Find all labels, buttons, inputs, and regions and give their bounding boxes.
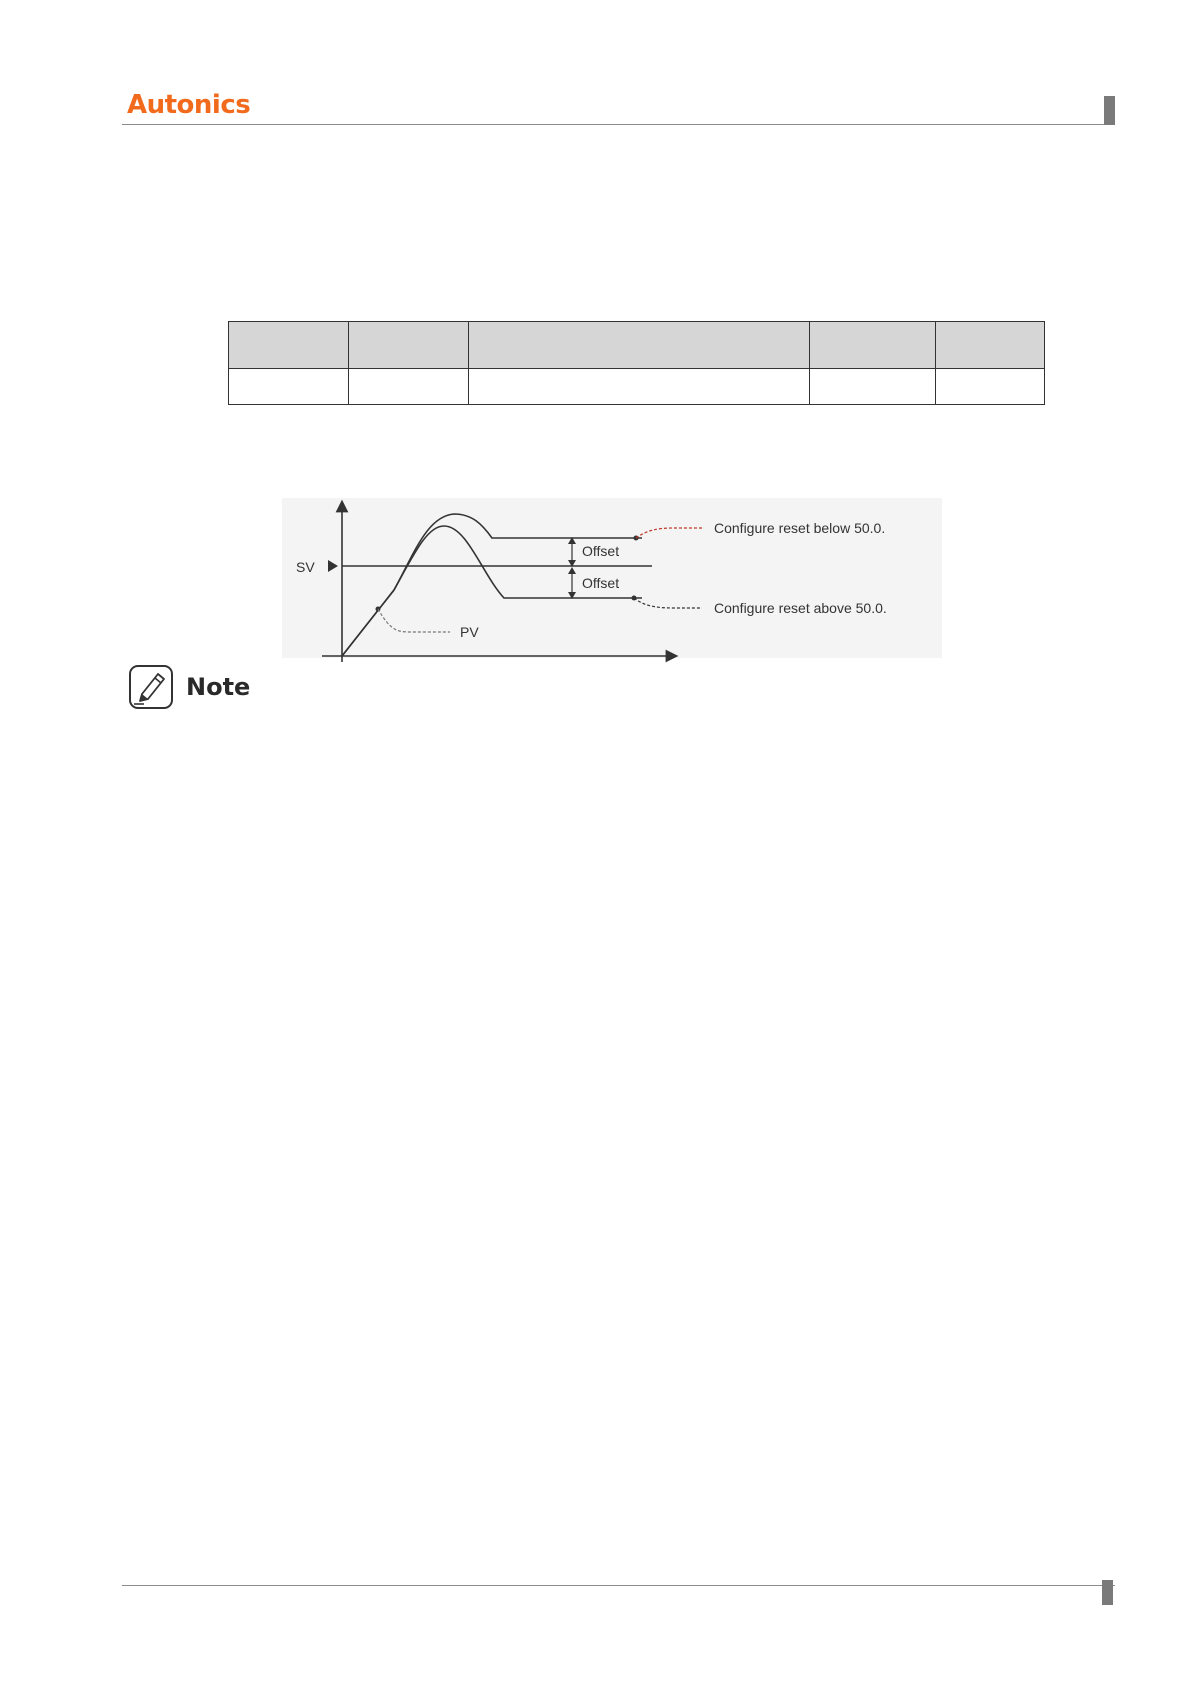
header-divider <box>122 124 1115 125</box>
note-title: Note <box>186 673 251 701</box>
table-header-cell <box>810 322 936 369</box>
sv-label: SV <box>296 559 315 575</box>
table-header-cell <box>468 322 810 369</box>
table-cell <box>468 369 810 405</box>
table-header-cell <box>936 322 1045 369</box>
offset-label-bottom: Offset <box>582 575 620 591</box>
note-heading <box>128 664 250 710</box>
pv-label: PV <box>460 624 479 640</box>
header-page-tab <box>1104 96 1115 125</box>
table-cell <box>810 369 936 405</box>
note-pencil-icon <box>128 664 174 710</box>
footer-page-tab <box>1102 1580 1113 1605</box>
offset-reset-diagram <box>282 494 942 664</box>
autonics-logo: Autonics <box>127 90 251 120</box>
offset-label-top: Offset <box>582 543 620 559</box>
table-header-cell <box>348 322 468 369</box>
table-cell <box>348 369 468 405</box>
table-row <box>229 369 1045 405</box>
table-cell <box>229 369 349 405</box>
table-header-row <box>229 322 1045 369</box>
footer-divider <box>122 1585 1115 1586</box>
reset-above-label: Configure reset above 50.0. <box>714 600 887 616</box>
reset-below-label: Configure reset below 50.0. <box>714 520 886 536</box>
parameter-table <box>228 321 1045 405</box>
table-header-cell <box>229 322 349 369</box>
table-cell <box>936 369 1045 405</box>
